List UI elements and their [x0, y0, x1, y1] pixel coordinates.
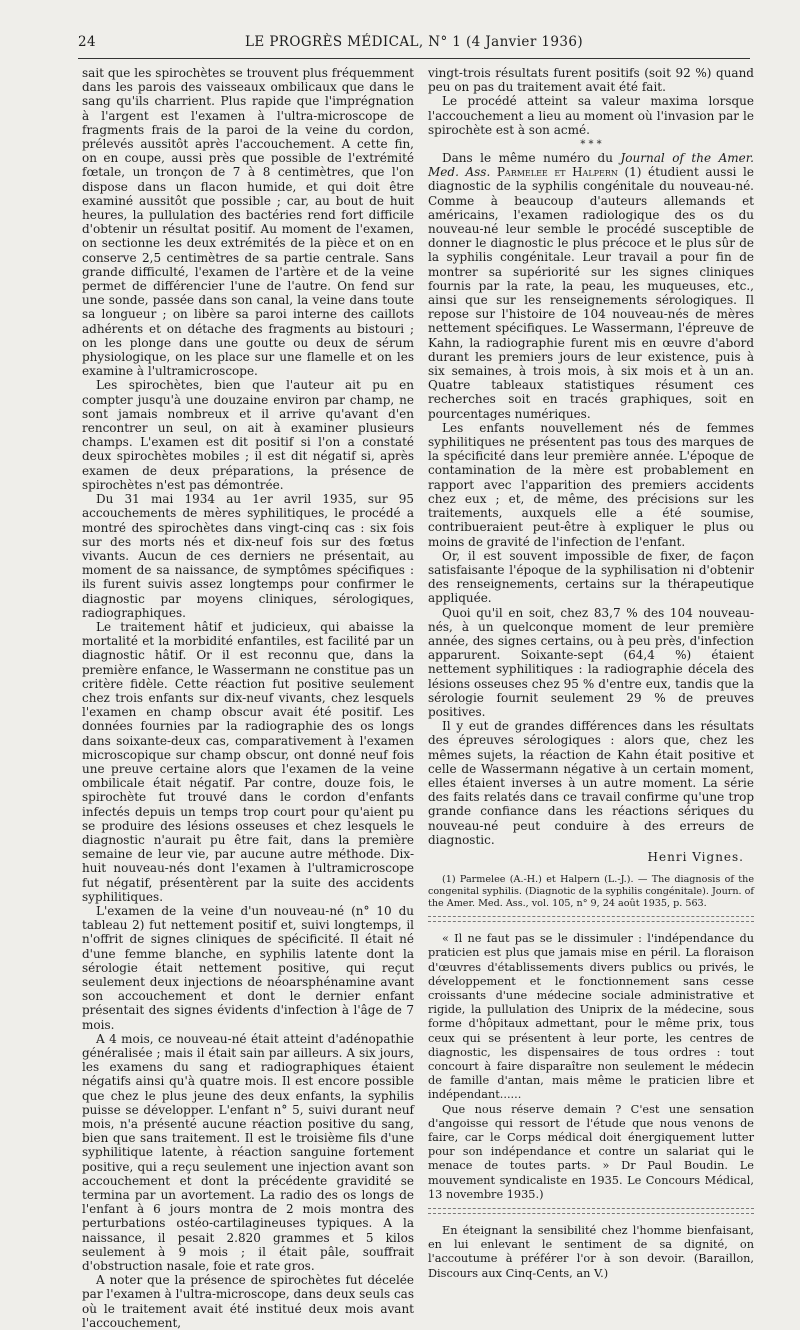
paragraph: vingt-trois résultats furent positifs (soit 92 %) quand peu on pas du traitement avait été fait. [428, 66, 754, 95]
paragraph: Les spirochètes, bien que l'auteur ait pu en compter jusqu'à une douzaine environ par champ, ne sont jamais nombreux et il arrive qu'avant d'en rencontrer un seul, on ait à examiner plusieurs champs. L'examen est dit positif si l'on a constaté deux spirochètes mobiles ; il est dit négatif si, après examen de deux préparations, la présence de spirochètes n'est pas démontrée. [82, 378, 414, 492]
paragraph: L'examen de la veine d'un nouveau-né (n° 10 du tableau 2) fut nettement positif et, suivi longtemps, il n'offrit de signes cliniques de spécificité. Il était né d'une femme blanche, en syphilis latente dont la sérologie était nettement positive, qui reçut seulement deux injections de néoarsphénamine avant son accouchement et dont le dernier enfant présentait des signes évidents d'infection à l'âge de 7 mois. [82, 903, 414, 1032]
paragraph: A 4 mois, ce nouveau-né était atteint d'adénopathie généralisée ; mais il était sain par ailleurs. A six jours, les examens du sang et radiographiques étaient négatifs ainsi qu'à quatre mois. Il est encore possible que chez le plus jeune des deux enfants, la syphilis puisse se développer. L'enfant n° 5, suivi durant neuf mois, n'a présenté aucune réaction positive du sang, bien que sans traitement. Il est le troisième fils d'une syphilitique latente, à réaction sanguine fortement positive, qui a reçu seulement une injection avant son accouchement et dont la précédente gravidité se termina par un avortement. La radio des os longs de l'enfant à 6 jours montra de 2 mois montra des perturbations ostéo-cartilagineuses typiques. A la naissance, il pesait 2.820 grammes et 5 kilos seulement à 9 mois ; il était pâle, souffrait d'obstruction nasale, foie et rate gros. [82, 1031, 414, 1274]
quote-paragraph: En éteignant la sensibilité chez l'homme bienfaisant, en lui enlevant le sentiment de sa dignité, on l'accoutume à préférer l'or à son devoir. (Baraillon, Discours aux Cinq-Cents, an V.) [428, 1224, 754, 1280]
journal-title: Journal of the Amer. Med. Ass. [428, 151, 754, 180]
paragraph: Le procédé atteint sa valeur maxima lorsque l'accouchement a lieu au moment où l'invasion par le spirochète est à son acmé. [428, 94, 754, 137]
paragraph: sait que les spirochètes se trouvent plus fréquemment dans les parois des vaisseaux ombilicaux que dans le sang qu'ils charrient. Plus rapide que l'imprégnation à l'argent est l'examen à l'ultra-microscope de fragments frais de la paroi de la veine du cordon, prélevés aussitôt après l'accouchement. A cette fin, on en coupe, aussi près que possible de l'extrémité fœtale, un tronçon de 7 à 8 centimètres, que l'on dispose dans un flacon humide, et qui doit être examiné aussitôt que possible ; car, au bout de huit heures, la pullulation des bactéries rend fort difficile d'obtenir un résultat positif. Au moment de l'examen, on sectionne les deux extrémités de la pièce et on en conserve 2,5 centimètres de sa partie centrale. Sans grande difficulté, l'examen de l'artère et de la veine permet de différencier l'une de l'autre. On fend sur une sonde, passée dans son canal, la veine dans toute sa longueur ; on libère sa paroi interne des caillots adhérents et on détache des fragments au bistouri ; on les plonge dans une goutte ou deux de sérum physiologique, on les place sur une flamelle et on les examine à l'ultramicroscope. [82, 66, 414, 379]
paragraph: Le traitement hâtif et judicieux, qui abaisse la mortalité et la morbidité enfantiles, est facilité par un diagnostic hâtif. Or il est reconnu que, dans la première enfance, le Wassermann ne constitue pas un critère fidèle. Cette réaction fut positive seulement chez trois enfants sur dix-neuf vivants, chez lesquels l'examen en champ obscur avait été positif. Les données fournies par la radiographie des os longs dans soixante-deux cas, comparativement à l'examen microscopique sur champ obscur, ont donné neuf fois une preuve certaine alors que l'examen de la veine ombilicale était négatif. Par contre, douze fois, le spirochète fut trouvé dans le cordon d'enfants infectés depuis un temps trop court pour qu'aient pu se produire des lésions osseuses et chez lesquels le diagnostic n'aurait pu être fait, dans la première semaine de leur vie, par aucune autre méthode. Dix-huit nouveau-nés dont l'examen à l'ultramicroscope fut négatif, présentèrent par la suite des accidents syphilitiques. [82, 619, 414, 904]
paragraph [428, 151, 754, 421]
paragraph: Quoi qu'il en soit, chez 83,7 % des 104 nouveau-nés, à un quelconque moment de leur première année, des signes certains, ou à peu près, d'infection apparurent. Soixante-sept (64,4 %) étaient nettement syphilitiques : la radiographie décela des lésions osseuses chez 95 % d'entre eux, tandis que la sérologie fournit seulement 29 % de preuves positives. [428, 605, 754, 719]
paragraph: Les enfants nouvellement nés de femmes syphilitiques ne présentent pas tous des marques de la spécificité dans leur première année. L'époque de contamination de la mère est probablement en rapport avec l'apparition des premiers accidents chez eux ; et, de même, des précisions sur les traitements, auxquels elle a été soumise, contribueraient peut-être à expliquer le plus ou moins de gravité de l'infection de l'enfant. [428, 420, 754, 549]
quote-paragraph: Que nous réserve demain ? C'est une sensation d'angoisse qui ressort de l'étude que nous venons de faire, car le Corps médical doit énergiquement lutter pour son indépendance et contre un salariat qui le menace de toutes parts. » Dr Paul Boudin. Le mouvement syndicaliste en 1935. Le Concours Médical, 13 novembre 1935.) [428, 1102, 754, 1201]
text-span: Dans le même numéro du [442, 151, 621, 166]
page-number: 24 [78, 34, 96, 50]
authors: Parmelee et Halpern [496, 165, 618, 180]
page-header [78, 34, 750, 54]
section-separator: * * * [580, 139, 602, 151]
paragraph: A noter que la présence de spirochètes fut décelée par l'examen à l'ultra-microscope, dans deux seuls cas où le traitement avait été institué deux mois avant l'accouchement, [82, 1273, 414, 1330]
signature: Henri Vignes. [647, 849, 744, 864]
paragraph: Du 31 mai 1934 au 1er avril 1935, sur 95 accouchements de mères syphilitiques, le procédé a montré des spirochètes dans vingt-cinq cas : six fois sur des morts nés et dix-neuf fois sur des fœtus vivants. Aucun de ces derniers ne présentait, au moment de sa naissance, de symptômes spécifiques : ils furent suivis assez longtemps pour confirmer le diagnostic par moyens cliniques, sérologiques, radiographiques. [82, 492, 414, 620]
header-rule [78, 58, 750, 59]
dashed-divider [428, 1208, 754, 1214]
quote-paragraph: « Il ne faut pas se le dissimuler : l'indépendance du praticien est plus que jamais mise en péril. La floraison d'œuvres d'établissements divers publics ou privés, le développement et le fonctionnement sans cesse croissants d'une médecine sociale administrative et rigide, la pullulation des Uniprix de la médecine, sous forme d'hôpitaux admettant, pour le même prix, tous ceux qui se présentent à leur porte, les centres de diagnostic, les dispensaires de tous ordres : tout concourt à faire disparaître non seulement le médecin de famille d'antan, mais même le praticien libre et indépendant...... [428, 932, 754, 1102]
text-span: (1) étudient aussi le diagnostic de la syphilis congénitale du nouveau-né. Comme à beaucoup d'auteurs allemands et américains, l'examen radiologique des os du nouveau-né leur semble le procédé susceptible de donner le diagnostic le plus précoce et le plus sûr de la syphilis congénitale. Leur travail a pour fin de montrer sa supériorité sur les signes cliniques fournis par la rate, la peau, les muqueuses, etc., ainsi que sur les renseignements sérologiques. Il repose sur l'histoire de 104 nouveau-nés de mères nettement spécifiques. Le Wassermann, l'épreuve de Kahn, la radiographie furent mis en œuvre d'abord durant les premiers jours de leur existence, puis à six semaines, à trois mois, à six mois et à un an. Quatre tableaux statistiques résument ces recherches soit en tracés graphiques, soit en pourcentages numériques. [428, 165, 754, 421]
paragraph: Or, il est souvent impossible de fixer, de façon satisfaisante l'époque de la syphilisation ni d'obtenir des renseignements, certains sur la thérapeutique appliquée. [428, 548, 754, 606]
dashed-divider [428, 916, 754, 922]
paragraph: Il y eut de grandes différences dans les résultats des épreuves sérologiques : alors que, chez les mêmes sujets, la réaction de Kahn était positive et celle de Wassermann négative à un certain moment, elles étaient inverses à un autre moment. La série des faits relatés dans ce travail confirme qu'une trop grande confiance dans les réactions sériques du nouveau-né peut conduire à des erreurs de diagnostic. [428, 719, 754, 847]
footnote: (1) Parmelee (A.-H.) et Halpern (L.-J.). — The diagnosis of the congenital syphilis. (Diagnotic de la syphilis congénitale). Journ. of the Amer. Med. Ass., vol. 105, n° 9, 24 août 1935, p. 563. [428, 874, 754, 910]
left-column [82, 66, 414, 1330]
right-column [428, 66, 754, 1281]
running-title: LE PROGRÈS MÉDICAL, N° 1 (4 Janvier 1936) [245, 34, 583, 50]
